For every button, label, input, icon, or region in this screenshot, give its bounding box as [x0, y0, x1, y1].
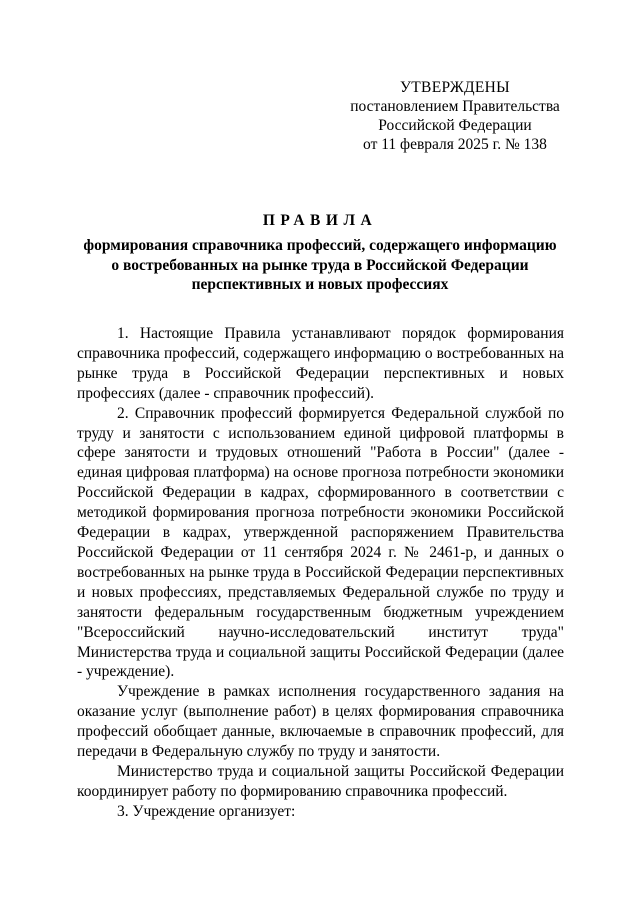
subtitle-line-2: о востребованных на рынке труда в Российской Федерации: [111, 256, 529, 274]
document-title: ПРАВИЛА: [262, 212, 378, 229]
subtitle-line-3: перспективных и новых профессиях: [191, 276, 449, 293]
paragraph-3: Учреждение в рамках исполнения государственного задания на оказание услуг (выполнение работ) в целях формирования справочника профессий обобщает данные, включаемые в справочник профессий, для передачи в Федеральную службу по труду и занятости.: [77, 683, 564, 761]
paragraph-4: Министерство труда и социальной защиты Российской Федерации координирует работу по формированию справочника профессий.: [77, 762, 564, 800]
approval-line-3: от 11 февраля 2025 г. № 138: [363, 136, 547, 153]
paragraph-1: 1. Настоящие Правила устанавливают порядок формирования справочника профессий, содержащего информацию о востребованных на рынке труда в Российской Федерации перспективных и новых профессиях (далее - справочник профессий).: [77, 325, 564, 402]
paragraph-2: 2. Справочник профессий формируется Федеральной службой по труду и занятости с использованием единой цифровой платформы в сфере занятости и трудовых отношений "Работа в России" (далее - единая цифровая платформа) на основе прогноза потребности экономики Российской Федерации в кадрах, сформированного в соответствии с методикой формирования прогноза потребности экономики Российской Федерации в кадрах, утвержденной распоряжением Правительства Российской Федерации от 11 сентября 2024 г. № 2461-р, и данных о востребованных на рынке труда в Российской Федерации перспективных и новых профессиях, представляемых Федеральной службе по труду и занятости федеральным государственным бюджетным учреждением "Всероссийский научно-исследовательский институт труда" Министерства труда и социальной защиты Российской Федерации (далее - учреждение).: [77, 404, 564, 681]
approval-line-1: постановлением Правительства: [350, 98, 560, 115]
approval-heading: УТВЕРЖДЕНЫ: [400, 79, 510, 96]
document-subtitle: [70, 236, 570, 295]
subtitle-line-1: формирования справочника профессий, содержащего информацию: [83, 237, 557, 254]
approval-line-2: Российской Федерации: [378, 117, 532, 134]
approval-stamp: [330, 78, 580, 154]
document-body: [77, 324, 564, 822]
paragraph-5: 3. Учреждение организует:: [117, 802, 296, 820]
